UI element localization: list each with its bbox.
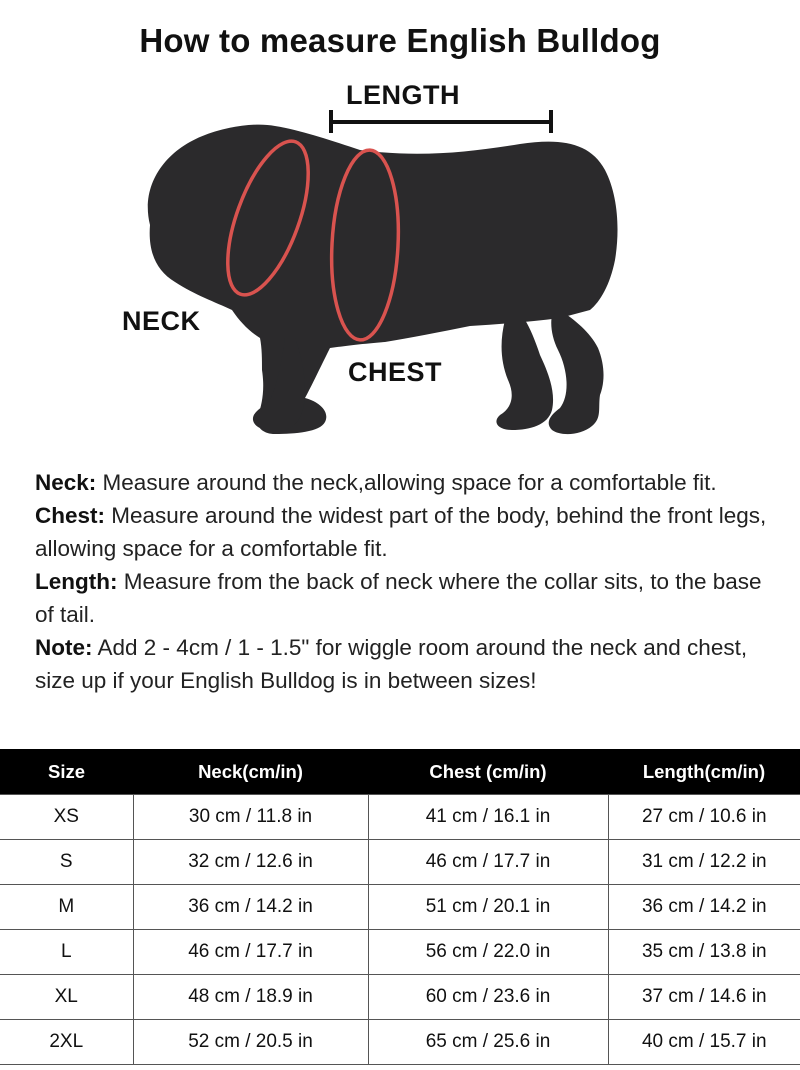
- cell-length: 40 cm / 15.7 in: [608, 1020, 800, 1065]
- cell-chest: 60 cm / 23.6 in: [368, 975, 608, 1020]
- neck-label: NECK: [122, 306, 201, 336]
- header-neck: Neck(cm/in): [133, 749, 368, 795]
- table-row: [0, 795, 800, 840]
- cell-chest: 51 cm / 20.1 in: [368, 885, 608, 930]
- cell-neck: 30 cm / 11.8 in: [133, 795, 368, 840]
- table-row: [0, 885, 800, 930]
- header-chest: Chest (cm/in): [368, 749, 608, 795]
- cell-chest: 46 cm / 17.7 in: [368, 840, 608, 885]
- cell-neck: 32 cm / 12.6 in: [133, 840, 368, 885]
- table-header-row: [0, 749, 800, 795]
- cell-neck: 48 cm / 18.9 in: [133, 975, 368, 1020]
- table-row: [0, 1020, 800, 1065]
- instruction-note: [35, 631, 780, 697]
- bulldog-measure-figure: [0, 70, 800, 450]
- cell-length: 27 cm / 10.6 in: [608, 795, 800, 840]
- table-row: [0, 975, 800, 1020]
- cell-length: 37 cm / 14.6 in: [608, 975, 800, 1020]
- instruction-text: Measure around the neck,allowing space for a comfortable fit.: [96, 470, 717, 495]
- cell-size: S: [0, 840, 133, 885]
- page-title: How to measure English Bulldog: [139, 22, 661, 59]
- instruction-text: Measure from the back of neck where the collar sits, to the base of tail.: [35, 569, 762, 627]
- instruction-text: Measure around the widest part of the body, behind the front legs, allowing space for a comfortable fit.: [35, 503, 767, 561]
- instruction-term: Chest:: [35, 503, 106, 528]
- chest-label: CHEST: [348, 357, 443, 387]
- instruction-term: Length:: [35, 569, 118, 594]
- cell-size: XL: [0, 975, 133, 1020]
- cell-chest: 65 cm / 25.6 in: [368, 1020, 608, 1065]
- size-chart-table: [0, 749, 800, 1065]
- header-length: Length(cm/in): [608, 749, 800, 795]
- cell-neck: 52 cm / 20.5 in: [133, 1020, 368, 1065]
- cell-length: 36 cm / 14.2 in: [608, 885, 800, 930]
- bulldog-silhouette-icon: [0, 70, 800, 450]
- header-size: Size: [0, 749, 133, 795]
- instruction-neck: [35, 466, 780, 499]
- instruction-term: Note:: [35, 635, 93, 660]
- length-label: LENGTH: [346, 80, 460, 110]
- cell-size: 2XL: [0, 1020, 133, 1065]
- cell-chest: 41 cm / 16.1 in: [368, 795, 608, 840]
- instruction-length: [35, 565, 780, 631]
- length-bar-icon: [331, 110, 551, 133]
- table-row: [0, 930, 800, 975]
- cell-neck: 46 cm / 17.7 in: [133, 930, 368, 975]
- cell-size: M: [0, 885, 133, 930]
- instruction-term: Neck:: [35, 470, 97, 495]
- cell-size: L: [0, 930, 133, 975]
- cell-length: 35 cm / 13.8 in: [608, 930, 800, 975]
- instruction-chest: [35, 499, 780, 565]
- cell-size: XS: [0, 795, 133, 840]
- instruction-text: Add 2 - 4cm / 1 - 1.5" for wiggle room around the neck and chest, size up if your English Bulldog is in between sizes!: [35, 635, 748, 693]
- cell-length: 31 cm / 12.2 in: [608, 840, 800, 885]
- cell-neck: 36 cm / 14.2 in: [133, 885, 368, 930]
- table-row: [0, 840, 800, 885]
- cell-chest: 56 cm / 22.0 in: [368, 930, 608, 975]
- measurement-instructions: [35, 466, 780, 697]
